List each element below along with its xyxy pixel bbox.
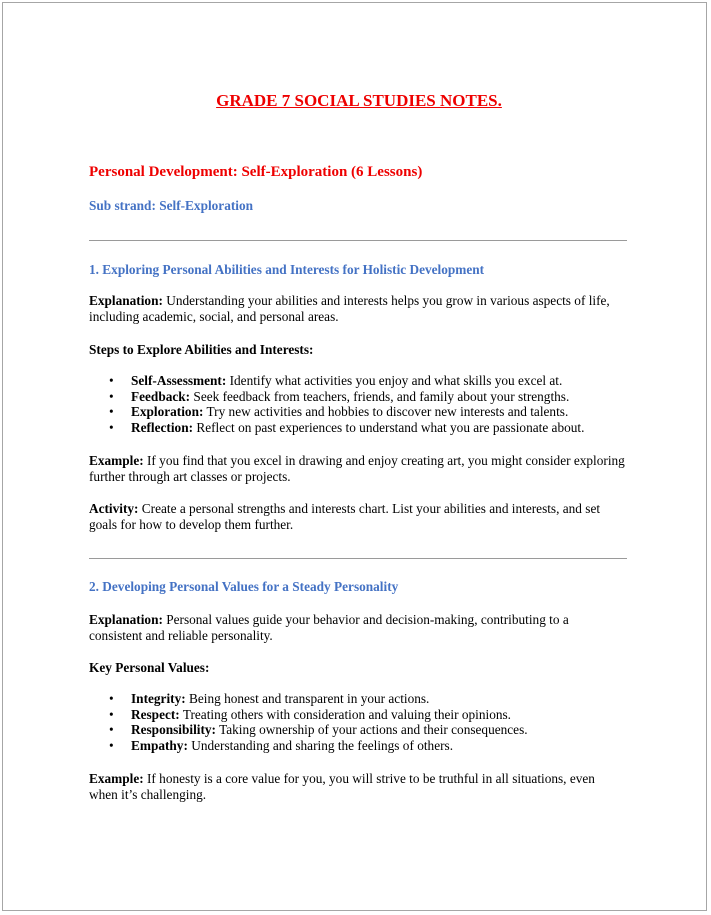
- bullet-icon: •: [109, 722, 114, 737]
- section-2-list: [89, 691, 629, 753]
- list-item-term: Integrity:: [131, 691, 186, 706]
- bullet-icon: •: [109, 388, 114, 404]
- list-item-text: Try new activities and hobbies to discover new interests and talents.: [203, 404, 569, 419]
- list-item: [89, 404, 629, 420]
- list-item: [89, 738, 629, 754]
- document-page: [2, 2, 707, 911]
- list-item: [89, 389, 629, 405]
- list-item-text: Identify what activities you enjoy and what skills you excel at.: [226, 373, 563, 388]
- list-item-term: Self-Assessment:: [131, 373, 227, 388]
- section-2-list-heading: Key Personal Values:: [89, 660, 210, 675]
- explanation-label: Explanation:: [89, 612, 163, 627]
- substrand-heading: Sub strand: Self-Exploration: [89, 198, 254, 213]
- list-item-term: Responsibility:: [131, 722, 216, 737]
- section-2-heading: 2. Developing Personal Values for a Steady Personality: [89, 579, 399, 594]
- section-1-heading: 1. Exploring Personal Abilities and Interests for Holistic Development: [89, 262, 485, 277]
- section-1-explanation: [89, 293, 625, 325]
- section-1-example: [89, 453, 625, 485]
- list-item-term: Reflection:: [131, 419, 194, 435]
- list-item-term: Empathy:: [131, 737, 188, 753]
- list-item-text: Understanding and sharing the feelings of others.: [187, 737, 454, 753]
- list-item-term: Exploration:: [131, 404, 204, 419]
- document-title: GRADE 7 SOCIAL STUDIES NOTES.: [216, 91, 502, 110]
- section-2-example: [89, 771, 625, 803]
- horizontal-rule: [89, 240, 627, 241]
- bullet-icon: •: [109, 691, 114, 706]
- explanation-text: Understanding your abilities and interests helps you grow in various aspects of life, including academic, social, and personal areas.: [89, 293, 610, 324]
- horizontal-rule: [89, 558, 627, 559]
- bullet-icon: •: [109, 404, 114, 419]
- list-item-text: Taking ownership of your actions and their consequences.: [215, 722, 528, 737]
- example-text: If honesty is a core value for you, you will strive to be truthful in all situations, even when it’s challenging.: [89, 771, 595, 802]
- list-item: [89, 722, 629, 738]
- activity-label: Activity:: [89, 501, 139, 516]
- list-item-text: Seek feedback from teachers, friends, and family about your strengths.: [190, 388, 570, 404]
- list-item: [89, 691, 629, 707]
- bullet-icon: •: [109, 373, 114, 388]
- example-label: Example:: [89, 771, 144, 786]
- section-1-list: [89, 373, 629, 435]
- list-item-term: Feedback:: [131, 388, 191, 404]
- section-1-list-heading: Steps to Explore Abilities and Interests:: [89, 342, 314, 357]
- strand-heading: Personal Development: Self-Exploration (6 Lessons): [89, 164, 423, 180]
- list-item-text: Reflect on past experiences to understand what you are passionate about.: [193, 419, 585, 435]
- bullet-icon: •: [109, 706, 114, 722]
- list-item-term: Respect:: [131, 706, 180, 722]
- bullet-icon: •: [109, 737, 114, 753]
- explanation-text: Personal values guide your behavior and decision-making, contributing to a consistent and reliable personality.: [89, 612, 569, 643]
- list-item: [89, 373, 629, 389]
- bullet-icon: •: [109, 419, 114, 435]
- list-item: [89, 707, 629, 723]
- example-text: If you find that you excel in drawing and enjoy creating art, you might consider exploring further through art classes or projects.: [89, 453, 625, 484]
- section-1-activity: [89, 501, 625, 533]
- section-2-explanation: [89, 612, 625, 644]
- list-item: [89, 420, 629, 436]
- activity-text: Create a personal strengths and interests chart. List your abilities and interests, and set goals for how to develop them further.: [89, 501, 601, 532]
- example-label: Example:: [89, 453, 144, 468]
- list-item-text: Being honest and transparent in your actions.: [185, 691, 430, 706]
- explanation-label: Explanation:: [89, 293, 163, 308]
- list-item-text: Treating others with consideration and valuing their opinions.: [179, 706, 512, 722]
